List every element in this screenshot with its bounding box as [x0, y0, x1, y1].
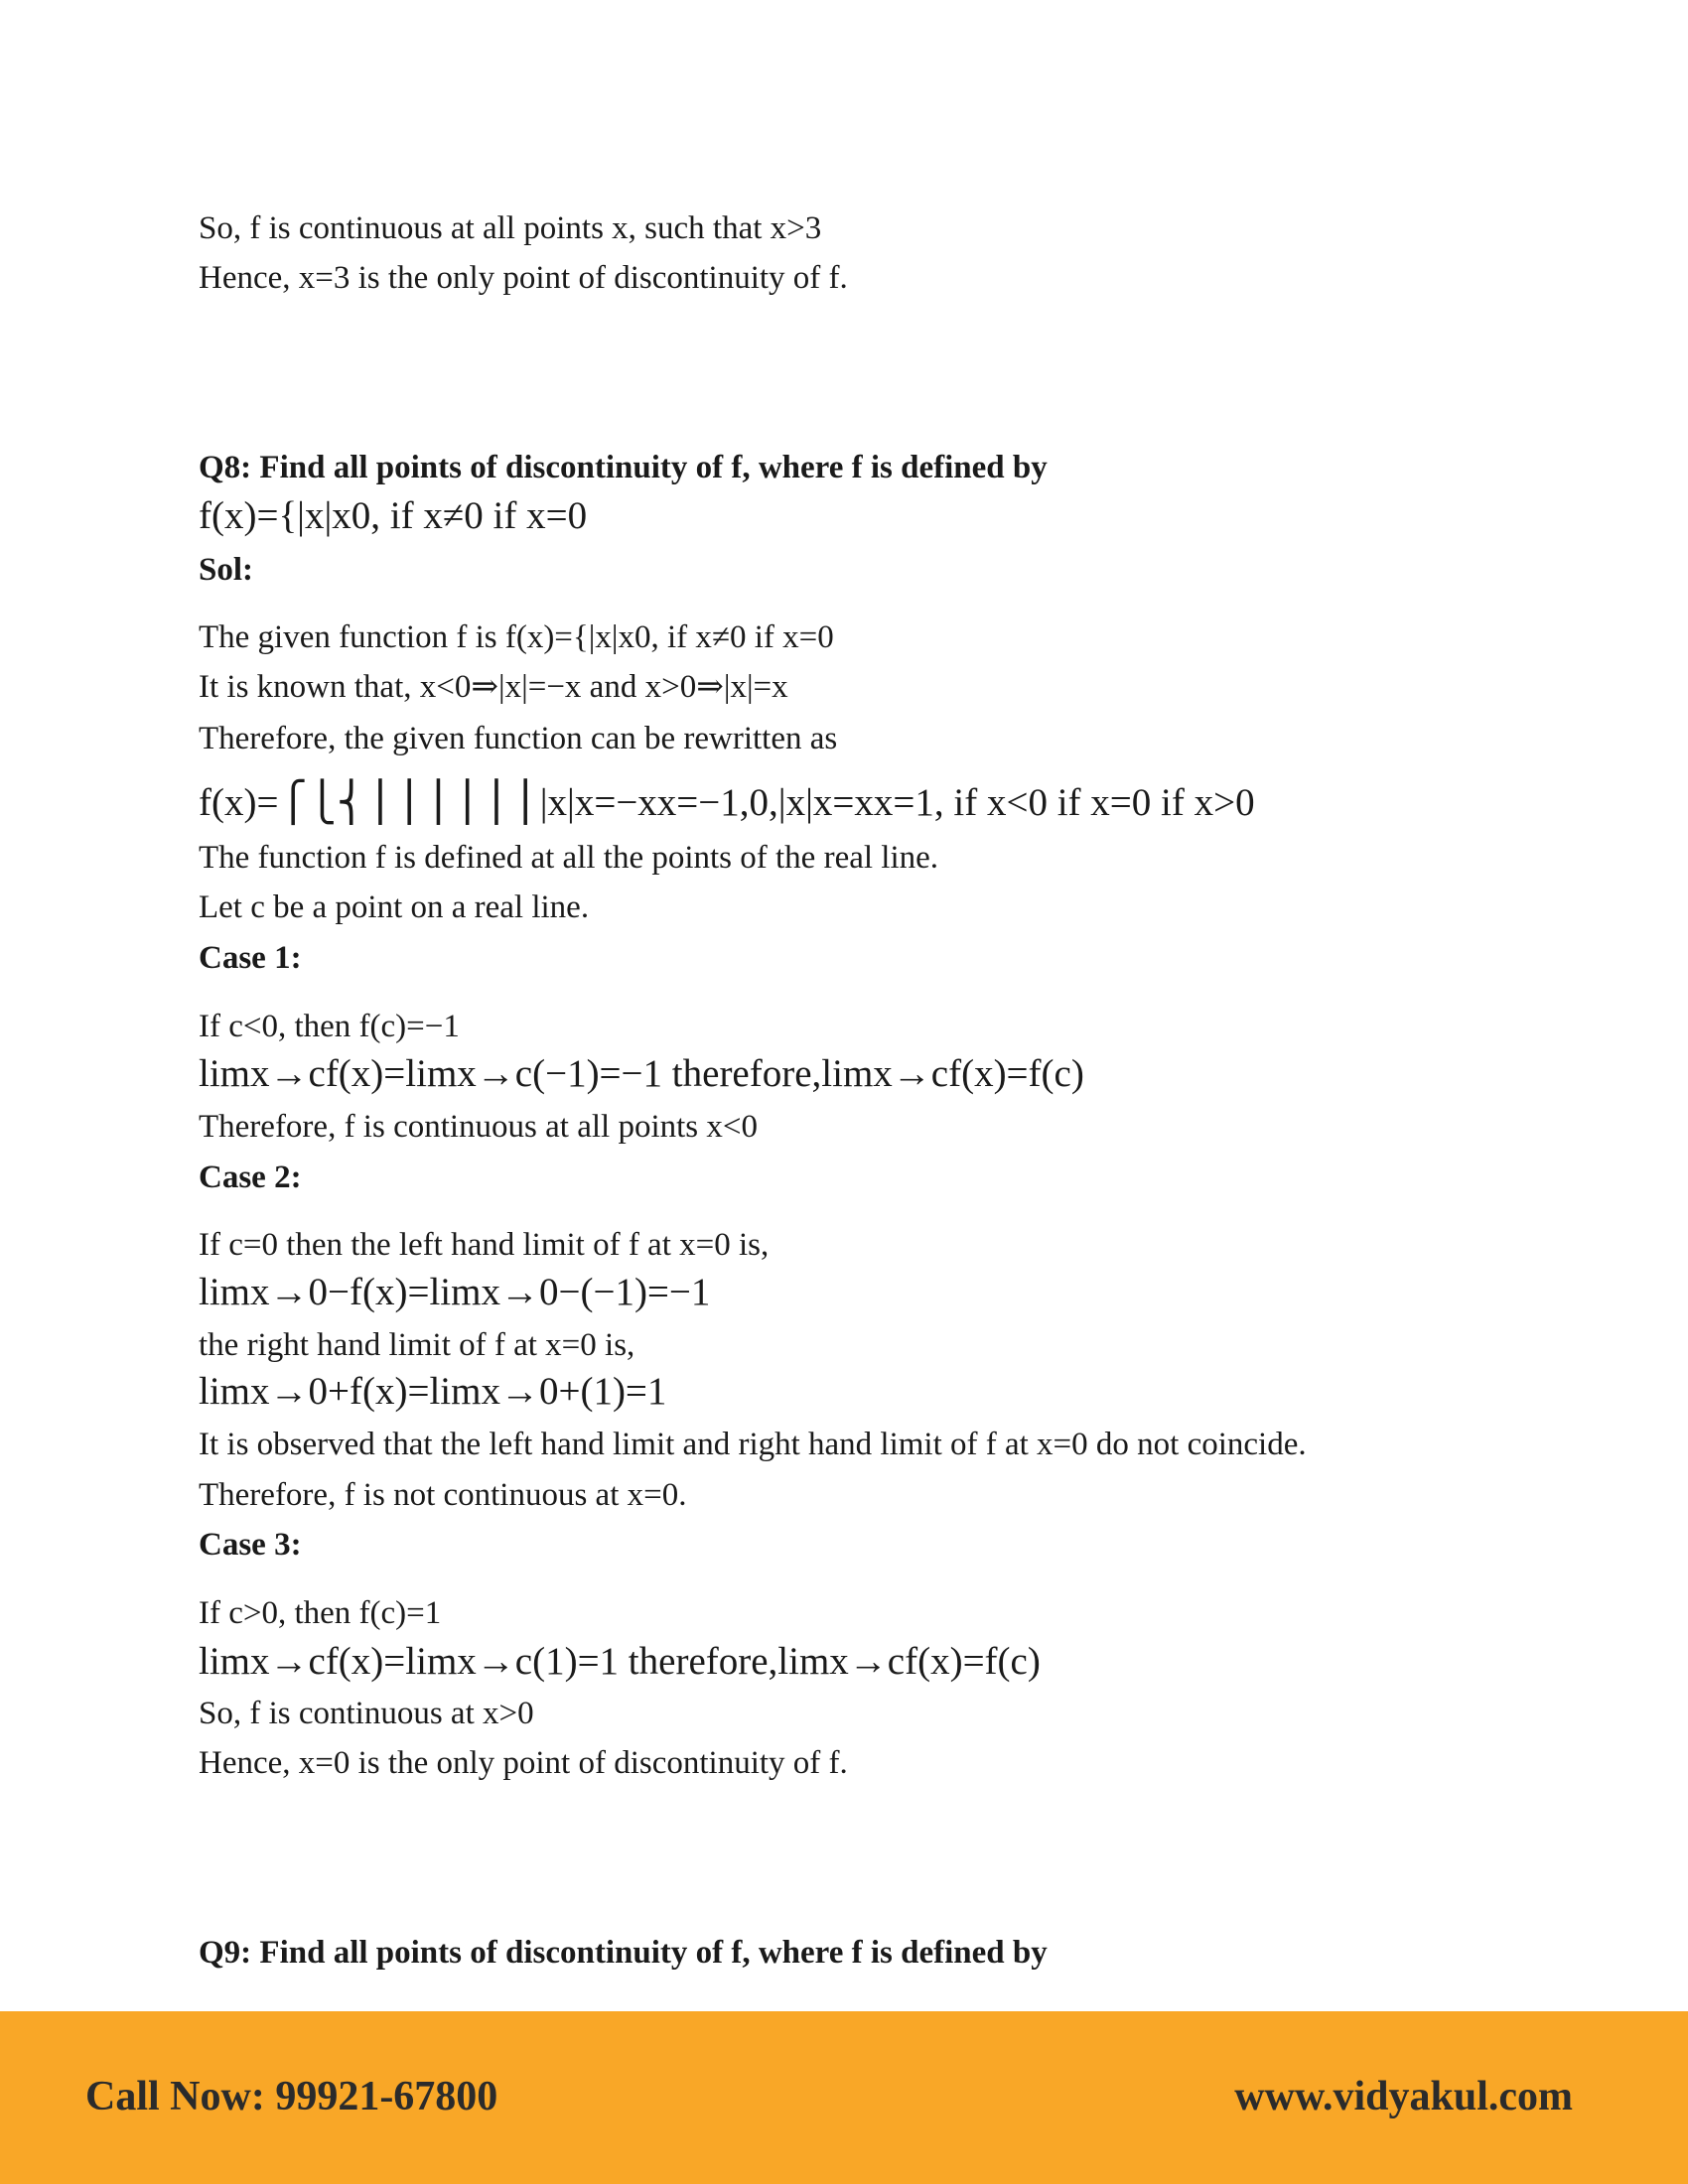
case-heading: Case 3: — [199, 1527, 302, 1563]
text-line: Hence, x=0 is the only point of discontinuity of f. — [199, 1745, 848, 1781]
text-line: Therefore, f is not continuous at x=0. — [199, 1477, 687, 1513]
text-line: the right hand limit of f at x=0 is, — [199, 1327, 635, 1363]
text-line: So, f is continuous at all points x, such that x>3 — [199, 210, 822, 246]
text-line: It is observed that the left hand limit and right hand limit of f at x=0 do not coincide. — [199, 1427, 1307, 1462]
math-line: f(x)=⎧⎩⎨⎪⎪⎪⎪⎪⎪|x|x=−xx=−1,0,|x|x=xx=1, if x<0 if x=0 if x>0 — [199, 781, 1255, 824]
text-line: If c>0, then f(c)=1 — [199, 1595, 442, 1631]
text-line: So, f is continuous at x>0 — [199, 1696, 534, 1731]
website-link[interactable]: www.vidyakul.com — [1234, 2074, 1573, 2119]
text-line: Hence, x=3 is the only point of discontinuity of f. — [199, 260, 848, 296]
text-line: If c=0 then the left hand limit of f at x=0 is, — [199, 1227, 770, 1263]
text-line: Let c be a point on a real line. — [199, 889, 590, 925]
footer-banner — [0, 2011, 1688, 2184]
text-line: It is known that, x<0⇒|x|=−x and x>0⇒|x|=x — [199, 669, 788, 705]
question-heading: Q8: Find all points of discontinuity of f, where f is defined by — [199, 450, 1048, 485]
text-line: The given function f is f(x)={|x|x0, if x≠0 if x=0 — [199, 619, 834, 655]
case-heading: Case 2: — [199, 1160, 302, 1195]
text-line: The function f is defined at all the points of the real line. — [199, 840, 939, 876]
solution-label: Sol: — [199, 552, 254, 588]
text-line: Therefore, the given function can be rewritten as — [199, 721, 838, 756]
math-line: f(x)={|x|x0, if x≠0 if x=0 — [199, 494, 588, 537]
math-line: limx→0−f(x)=limx→0−(−1)=−1 — [199, 1271, 711, 1313]
math-line: limx→cf(x)=limx→c(1)=1 therefore,limx→cf(x)=f(c) — [199, 1640, 1041, 1683]
text-line: Therefore, f is continuous at all points x<0 — [199, 1109, 758, 1145]
call-now-phone[interactable]: Call Now: 99921-67800 — [85, 2074, 498, 2119]
math-line: limx→cf(x)=limx→c(−1)=−1 therefore,limx→cf(x)=f(c) — [199, 1052, 1084, 1095]
question-heading: Q9: Find all points of discontinuity of f, where f is defined by — [199, 1935, 1048, 1971]
math-line: limx→0+f(x)=limx→0+(1)=1 — [199, 1370, 667, 1413]
case-heading: Case 1: — [199, 940, 302, 976]
text-line: If c<0, then f(c)=−1 — [199, 1009, 460, 1044]
